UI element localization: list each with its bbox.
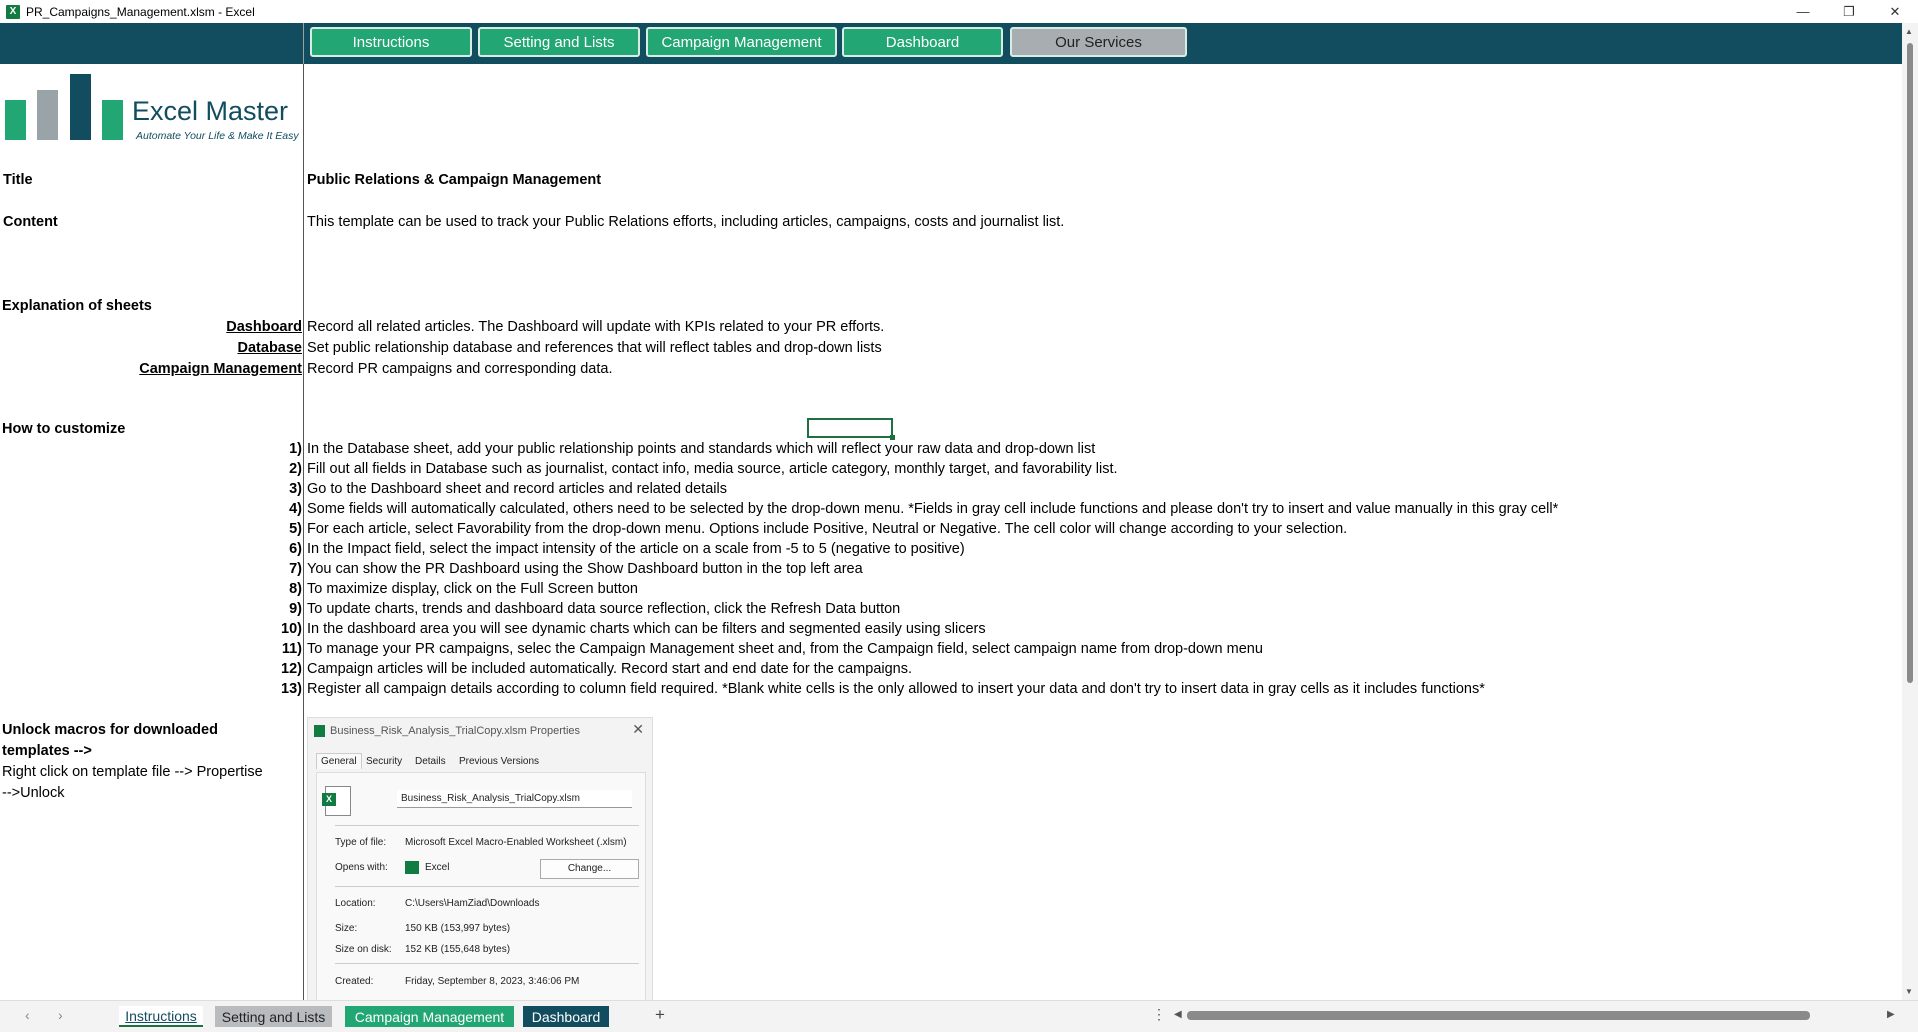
fill-handle[interactable] <box>890 435 895 440</box>
explanation-heading: Explanation of sheets <box>2 298 152 314</box>
excel-master-logo <box>3 72 303 147</box>
scroll-up-icon[interactable]: ▲ <box>1905 27 1913 36</box>
disk-size-label: Size on disk: <box>335 944 392 955</box>
scroll-right-icon[interactable]: ▶ <box>1887 1009 1895 1020</box>
unlock-heading-line1: Unlock macros for downloaded <box>2 722 218 738</box>
navbar-divider <box>303 23 304 64</box>
sheet-navigation-bar <box>0 23 1902 64</box>
sheet-tab-campaign-management[interactable]: Campaign Management <box>345 1006 514 1027</box>
sheet-tab-bar <box>0 1000 1918 1032</box>
step-number: 9) <box>289 601 302 617</box>
dialog-tab-details: Details <box>415 756 446 767</box>
step-number: 5) <box>289 521 302 537</box>
size-value: 150 KB (153,997 bytes) <box>405 923 511 934</box>
customize-heading: How to customize <box>2 421 126 437</box>
unlock-heading-line2: templates --> <box>2 743 92 759</box>
sheet-tab-dashboard[interactable]: Dashboard <box>523 1006 609 1027</box>
link-dashboard-sheet[interactable]: Dashboard <box>226 319 302 335</box>
step-number: 2) <box>289 461 302 477</box>
next-sheet-icon[interactable]: › <box>58 1007 63 1023</box>
more-options-icon[interactable]: ⋮ <box>1152 1006 1166 1022</box>
title-label: Title <box>3 172 33 188</box>
type-value: Microsoft Excel Macro-Enabled Worksheet (.xlsm) <box>405 837 627 848</box>
vertical-scrollbar[interactable] <box>1902 23 1918 1000</box>
dialog-tab-security: Security <box>366 756 403 767</box>
unlock-instruction-line2: -->Unlock <box>2 785 65 801</box>
scroll-left-icon[interactable]: ◀ <box>1174 1009 1182 1020</box>
horizontal-scroll-thumb[interactable] <box>1187 1011 1810 1020</box>
nav-settings-lists-button[interactable]: Setting and Lists <box>478 27 640 57</box>
created-label: Created: <box>335 976 374 987</box>
step-text: In the Impact field, select the impact intensity of the article on a scale from -5 to 5 (negative to positive) <box>307 541 965 557</box>
dialog-title: Business_Risk_Analysis_TrialCopy.xlsm Properties <box>330 725 581 737</box>
step-text: Go to the Dashboard sheet and record articles and related details <box>307 481 727 497</box>
step-text: You can show the PR Dashboard using the Show Dashboard button in the top left area <box>307 561 863 577</box>
content-label: Content <box>3 214 58 230</box>
link-database-sheet[interactable]: Database <box>237 340 302 356</box>
step-text: Register all campaign details according to column field required. *Blank white cells is the only allowed to insert your data and don't try to insert data in gray cells as it includes functions* <box>307 681 1485 697</box>
close-window-button[interactable]: ✕ <box>1889 3 1901 19</box>
dialog-filename-field: Business_Risk_Analysis_TrialCopy.xlsm <box>397 790 632 808</box>
scroll-down-icon[interactable]: ▼ <box>1905 987 1913 996</box>
unlock-instruction-line1: Right click on template file --> Propertise <box>2 764 263 780</box>
explanation-dashboard-text: Record all related articles. The Dashboard will update with KPIs related to your PR efforts. <box>307 319 885 335</box>
step-number: 4) <box>289 501 302 517</box>
dialog-divider <box>335 886 639 887</box>
type-label: Type of file: <box>335 837 387 848</box>
step-text: For each article, select Favorability from the drop-down menu. Options include Positive, Neutral or Negative. The cell color will change according to your selection. <box>307 521 1348 537</box>
step-text: To manage your PR campaigns, selec the Campaign Management sheet and, from the Campaign field, select campaign name from drop-down menu <box>307 641 1263 657</box>
step-number: 10) <box>281 621 302 637</box>
content-value: This template can be used to track your Public Relations efforts, including articles, campaigns, costs and journalist list. <box>307 214 1065 230</box>
window-controls <box>1780 0 1918 23</box>
location-label: Location: <box>335 898 376 909</box>
vertical-scroll-thumb[interactable] <box>1907 43 1913 683</box>
restore-button[interactable]: ❐ <box>1843 3 1855 19</box>
step-text: Campaign articles will be included automatically. Record start and end date for the campaigns. <box>307 661 913 677</box>
window-title: PR_Campaigns_Management.xlsm - Excel <box>26 4 255 19</box>
prev-sheet-icon[interactable]: ‹ <box>25 1007 30 1023</box>
size-label: Size: <box>335 923 358 934</box>
dialog-close-icon: ✕ <box>632 721 644 737</box>
step-number: 1) <box>289 441 302 457</box>
title-value: Public Relations & Campaign Management <box>307 172 602 188</box>
excel-file-icon <box>314 725 325 737</box>
change-button: Change... <box>540 859 639 879</box>
selected-cell[interactable] <box>807 418 893 438</box>
step-number: 13) <box>281 681 302 697</box>
opens-value: Excel <box>425 862 450 873</box>
nav-instructions-button[interactable]: Instructions <box>310 27 472 57</box>
sheet-tab-setting-and-lists[interactable]: Setting and Lists <box>215 1006 332 1027</box>
step-number: 12) <box>281 661 302 677</box>
step-text: To update charts, trends and dashboard data source reflection, click the Refresh Data button <box>307 601 901 617</box>
step-number: 6) <box>289 541 302 557</box>
opens-label: Opens with: <box>335 862 388 873</box>
excel-small-icon <box>405 861 419 874</box>
nav-our-services-button[interactable]: Our Services <box>1010 27 1187 57</box>
excel-app-icon: X <box>6 5 20 19</box>
created-value: Friday, September 8, 2023, 3:46:06 PM <box>405 976 580 987</box>
step-text: In the dashboard area you will see dynamic charts which can be filters and segmented easily using slicers <box>307 621 986 637</box>
step-number: 11) <box>281 641 302 657</box>
properties-dialog-image <box>307 717 653 1002</box>
explanation-campaign-text: Record PR campaigns and corresponding data. <box>307 361 613 377</box>
nav-dashboard-button[interactable]: Dashboard <box>842 27 1003 57</box>
location-value: C:\Users\HamZiad\Downloads <box>405 898 540 909</box>
sheet-tab-instructions[interactable]: Instructions <box>119 1006 203 1027</box>
step-text: Some fields will automatically calculated, others need to be selected by the drop-down menu. *Fields in gray cell include functions and please don't try to insert and value manually in this gray cell* <box>307 501 1559 517</box>
window-titlebar <box>0 0 1918 23</box>
step-number: 7) <box>289 561 302 577</box>
explanation-database-text: Set public relationship database and references that will reflect tables and drop-down lists <box>307 340 882 356</box>
step-text: Fill out all fields in Database such as journalist, contact info, media source, article category, monthly target, and favorability list. <box>307 461 1118 477</box>
dialog-tab-previous-versions: Previous Versions <box>459 756 540 767</box>
dialog-tab-general: General <box>316 753 362 769</box>
dialog-divider <box>335 825 639 826</box>
add-sheet-button[interactable]: + <box>655 1005 665 1024</box>
step-number: 8) <box>289 581 302 597</box>
xlsm-file-icon: X <box>325 786 351 816</box>
step-text: In the Database sheet, add your public relationship points and standards which will reflect your raw data and drop-down list <box>307 441 1096 457</box>
dialog-divider <box>335 963 639 964</box>
link-campaign-management-sheet[interactable]: Campaign Management <box>139 361 302 377</box>
step-number: 3) <box>289 481 302 497</box>
logo-tagline: Automate Your Life & Make It Easy <box>136 130 299 142</box>
column-divider <box>303 64 304 1000</box>
nav-campaign-management-button[interactable]: Campaign Management <box>646 27 837 57</box>
disk-size-value: 152 KB (155,648 bytes) <box>405 944 511 955</box>
dialog-panel <box>316 772 646 1002</box>
step-text: To maximize display, click on the Full Screen button <box>307 581 638 597</box>
logo-name: Excel Master <box>132 96 289 126</box>
minimize-button[interactable]: — <box>1796 4 1810 19</box>
